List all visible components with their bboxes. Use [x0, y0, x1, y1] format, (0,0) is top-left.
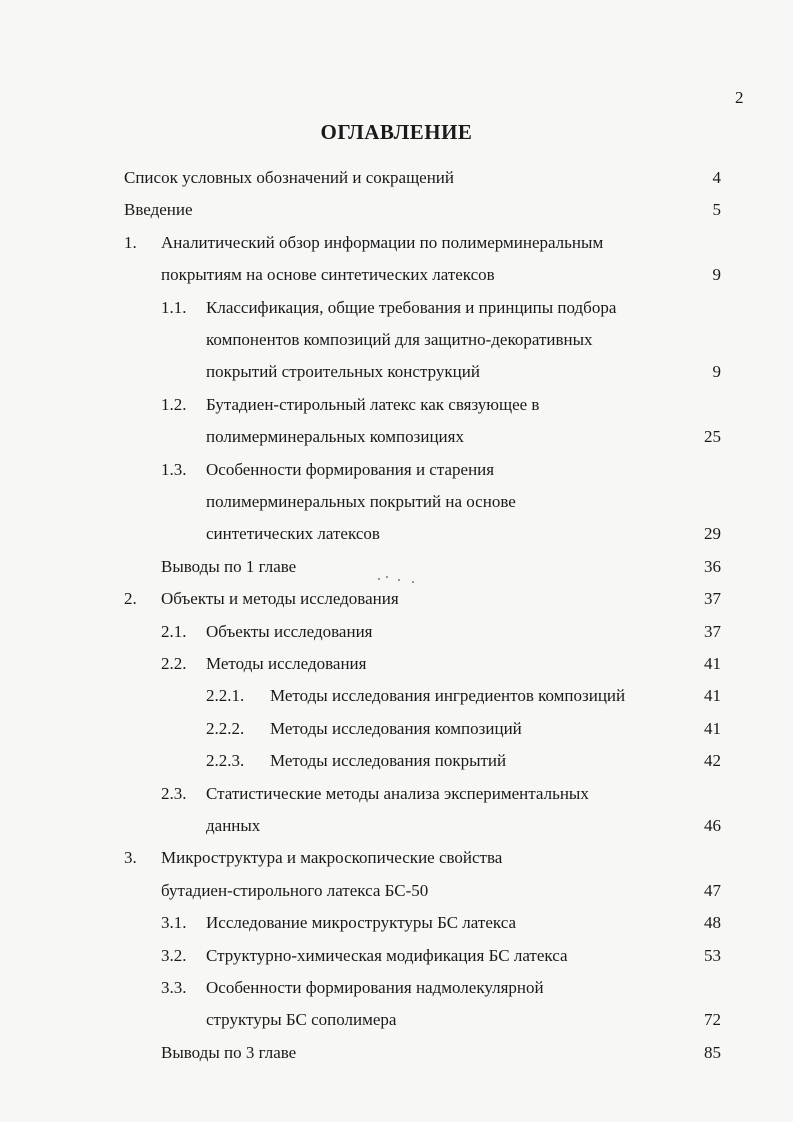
toc-entry-page: 42 [704, 751, 721, 771]
toc-entry-number: 3.1. [161, 913, 187, 933]
toc-entry-page: 41 [704, 686, 721, 706]
scan-speck [386, 576, 388, 578]
toc-entry-number: 1. [124, 232, 137, 252]
toc-entry-number: 2.2. [161, 654, 187, 673]
scan-speck [378, 578, 380, 580]
toc-entry-text: Методы исследования [206, 654, 367, 673]
toc-entry-page: 85 [704, 1042, 721, 1062]
scan-speck [412, 581, 414, 583]
toc-entry-page: 41 [704, 654, 721, 673]
toc-entry-text: бутадиен-стирольного латекса БС-50 [161, 880, 429, 900]
toc-entry-text: Классификация, общие требования и принципы подбора [206, 297, 617, 317]
toc-entry-text: Особенности формирования и старения [206, 459, 495, 479]
toc-entry-text: Методы исследования композиций [270, 718, 522, 738]
toc-entry-text: Список условных обозначений и сокращений [124, 168, 455, 187]
toc-entry-number: 2.2.1. [206, 686, 245, 706]
toc-entry-text: Особенности формирования надмолекулярной [206, 978, 544, 997]
toc-entry-number: 1.2. [161, 394, 187, 414]
toc-entry-text: Выводы по 1 главе [161, 556, 297, 576]
toc-entry-page: 53 [704, 945, 721, 965]
toc-entry-text: покрытиям на основе синтетических латексов [161, 265, 495, 285]
toc-entry-number: 2.3. [161, 783, 187, 803]
page-title: ОГЛАВЛЕНИЕ [320, 120, 473, 144]
toc-entry-page: 9 [712, 265, 721, 285]
toc-entry-number: 2.1. [161, 621, 187, 641]
toc-entry-number: 1.3. [161, 459, 187, 479]
toc-entry-text: Аналитический обзор информации по полимерминеральным [161, 232, 604, 252]
page-number: 2 [735, 88, 744, 107]
toc-entry-page: 5 [712, 200, 721, 220]
toc-entry-page: 41 [704, 718, 721, 738]
toc-entry-text: Статистические методы анализа экспериментальных [206, 783, 589, 803]
toc-entry-page: 36 [704, 556, 721, 576]
toc-entry-text: структуры БС сополимера [206, 1010, 397, 1030]
toc-entry-page: 37 [704, 589, 721, 609]
toc-entry-number: 1.1. [161, 297, 187, 317]
toc-entry-text: Методы исследования ингредиентов композиций [270, 686, 626, 706]
toc-entry-number: 3.3. [161, 978, 187, 997]
toc-entry-number: 2.2.2. [206, 718, 245, 738]
toc-entry-text: Структурно-химическая модификация БС латекса [206, 945, 568, 965]
toc-entry-text: Методы исследования покрытий [270, 751, 507, 771]
toc-entry-page: 72 [704, 1010, 721, 1030]
toc-entry-page: 29 [704, 524, 721, 544]
toc-entry-text: Объекты исследования [206, 621, 373, 641]
toc-entry-text: покрытий строительных конструкций [206, 362, 480, 382]
toc-entry-page: 4 [712, 168, 721, 187]
toc-entry-text: данных [206, 816, 261, 835]
toc-entry-page: 46 [704, 816, 721, 835]
toc-entry-text: Бутадиен-стирольный латекс как связующее в [206, 394, 540, 414]
toc-entry-number: 2. [124, 589, 137, 609]
toc-entry-text: полимерминеральных покрытий на основе [206, 492, 516, 511]
toc-entry-text: Введение [124, 200, 193, 220]
toc-entry-page: 37 [704, 621, 721, 641]
toc-entry-text: полимерминеральных композициях [206, 427, 464, 447]
toc-entry-number: 3. [124, 848, 137, 868]
toc-entry-text: Объекты и методы исследования [161, 589, 399, 609]
toc-entry-page: 47 [704, 880, 721, 900]
toc-entry-text: Микроструктура и макроскопические свойства [161, 848, 503, 868]
toc-entry-text: компонентов композиций для защитно-декоративных [206, 330, 593, 349]
toc-entry-text: Выводы по 3 главе [161, 1042, 297, 1062]
toc-entry-page: 9 [712, 362, 721, 382]
toc-entry-page: 48 [704, 913, 721, 933]
toc-entry-number: 2.2.3. [206, 751, 245, 771]
toc-entry-text: синтетических латексов [206, 524, 380, 544]
toc-entry-number: 3.2. [161, 945, 187, 965]
scan-speck [398, 579, 400, 581]
toc-entry-text: Исследование микроструктуры БС латекса [206, 913, 517, 933]
toc-entry-page: 25 [704, 427, 721, 447]
